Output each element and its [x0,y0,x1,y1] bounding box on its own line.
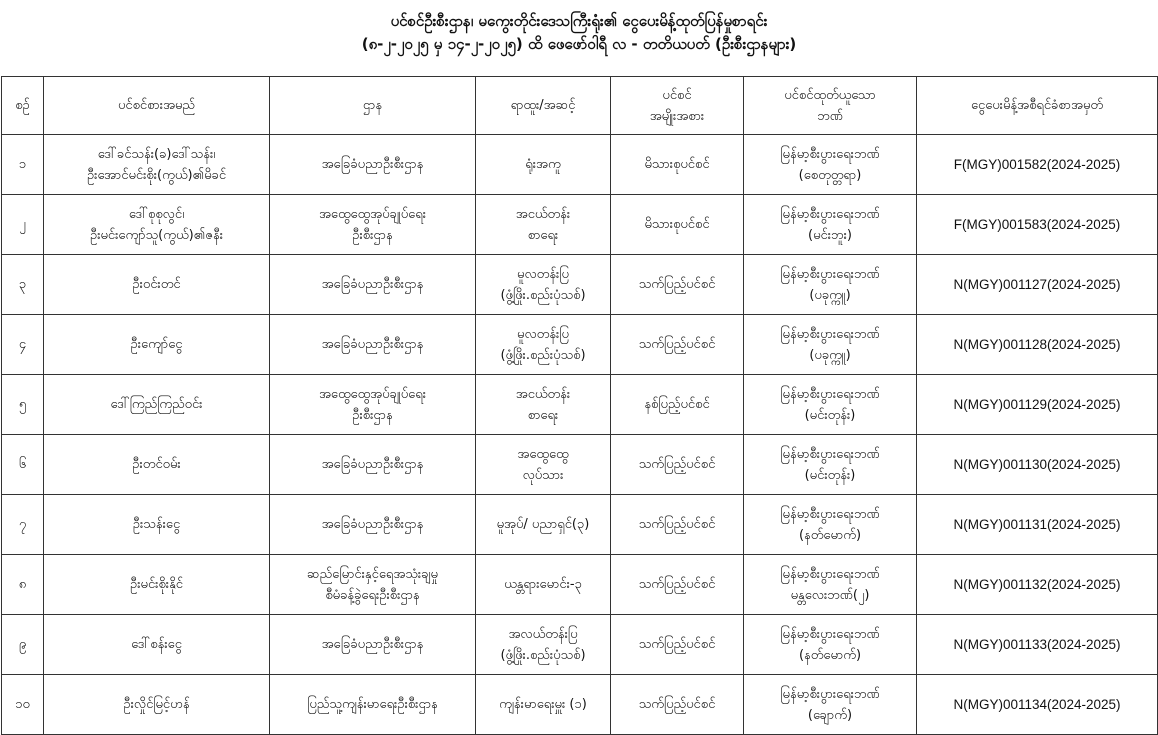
cell-department: အထွေထွေအုပ်ချုပ်ရေး ဦးစီးဌာန [270,375,476,435]
cell-department: အခြေခံပညာဦးစီးဌာန [270,615,476,675]
cell-order-number: N(MGY)001131(2024-2025) [917,495,1158,555]
cell-serial-no: ၅ [2,375,44,435]
cell-serial-no: ၁၀ [2,675,44,735]
cell-rank: မူလတန်းပြ (ဖွံ့ဖြိုး.စည်းပုံသစ်) [476,255,611,315]
cell-pensioner-name: ဦးမင်းစိုးနိုင် [44,555,270,615]
cell-pension-type: သက်ပြည့်ပင်စင် [611,555,744,615]
header-bank: ပင်စင်ထုတ်ယူသော ဘဏ် [744,77,917,135]
table-row [2,555,1158,615]
cell-bank: မြန်မာ့စီးပွားရေးဘဏ် (မင်းဘူး) [744,195,917,255]
cell-department: ပြည်သူ့ကျန်းမာရေးဦးစီးဌာန [270,675,476,735]
header-serial-no: စဉ် [2,77,44,135]
table-row [2,255,1158,315]
cell-serial-no: ၁ [2,135,44,195]
cell-order-number: N(MGY)001133(2024-2025) [917,615,1158,675]
cell-rank: အထွေထွေ လုပ်သား [476,435,611,495]
table-row [2,135,1158,195]
cell-bank: မြန်မာ့စီးပွားရေးဘဏ် (ချောက်) [744,675,917,735]
cell-rank: အလယ်တန်းပြ (ဖွံ့ဖြိုး.စည်းပုံသစ်) [476,615,611,675]
cell-department: ဆည်မြောင်းနှင့်ရေအသုံးချမှု စီမံခန့်ခွဲရေးဦးစီးဌာန [270,555,476,615]
table-row [2,375,1158,435]
cell-bank: မြန်မာ့စီးပွားရေးဘဏ် (မင်းတုန်း) [744,435,917,495]
cell-pension-type: မိသားစုပင်စင် [611,135,744,195]
cell-serial-no: ၄ [2,315,44,375]
cell-rank: အငယ်တန်း စာရေး [476,375,611,435]
document-header [0,0,1158,76]
table-header-row [2,77,1158,135]
table-row [2,615,1158,675]
cell-order-number: N(MGY)001130(2024-2025) [917,435,1158,495]
header-pensioner-name: ပင်စင်စားအမည် [44,77,270,135]
pension-order-table [1,76,1158,735]
cell-rank: ယန္တရားမောင်း-၃ [476,555,611,615]
header-order-number: ငွေပေးမိန့်အစီရင်ခံစာအမှတ် [917,77,1158,135]
cell-rank: မူလတန်းပြ (ဖွံ့ဖြိုး.စည်းပုံသစ်) [476,315,611,375]
cell-department: အခြေခံပညာဦးစီးဌာန [270,135,476,195]
cell-pension-type: သက်ပြည့်ပင်စင် [611,495,744,555]
cell-pension-type: သက်ပြည့်ပင်စင် [611,255,744,315]
table-row [2,435,1158,495]
cell-pension-type: သက်ပြည့်ပင်စင် [611,675,744,735]
cell-department: အခြေခံပညာဦးစီးဌာန [270,435,476,495]
cell-order-number: N(MGY)001127(2024-2025) [917,255,1158,315]
cell-pensioner-name: ဒေါ်စုစုလွင်၊ ဦးမင်းကျော်သူ(ကွယ်)၏ဇနီး [44,195,270,255]
cell-department: အခြေခံပညာဦးစီးဌာန [270,255,476,315]
cell-order-number: F(MGY)001583(2024-2025) [917,195,1158,255]
header-rank: ရာထူး/အဆင့် [476,77,611,135]
cell-serial-no: ၇ [2,495,44,555]
cell-order-number: F(MGY)001582(2024-2025) [917,135,1158,195]
cell-serial-no: ၆ [2,435,44,495]
table-row [2,315,1158,375]
cell-bank: မြန်မာ့စီးပွားရေးဘဏ် (နတ်မောက်) [744,615,917,675]
cell-rank: အငယ်တန်း စာရေး [476,195,611,255]
cell-serial-no: ၂ [2,195,44,255]
cell-rank: မူအုပ်/ ပညာရှင်(၃) [476,495,611,555]
header-pension-type: ပင်စင် အမျိုးအစား [611,77,744,135]
cell-pensioner-name: ဦးလှိုင်မြင့်ဟန် [44,675,270,735]
cell-rank: ကျန်းမာရေးမှူး (၁) [476,675,611,735]
cell-pension-type: မိသားစုပင်စင် [611,195,744,255]
cell-pension-type: နစ်ပြည့်ပင်စင် [611,375,744,435]
cell-bank: မြန်မာ့စီးပွားရေးဘဏ် (ပခုက္ကူ) [744,255,917,315]
cell-order-number: N(MGY)001134(2024-2025) [917,675,1158,735]
cell-pension-type: သက်ပြည့်ပင်စင် [611,615,744,675]
cell-department: အခြေခံပညာဦးစီးဌာန [270,495,476,555]
document-title: ပင်စင်ဦးစီးဌာန၊ မကွေးတိုင်းဒေသကြီးရုံး၏ ငွေပေးမိန့်ထုတ်ပြန်မှုစာရင်း [390,12,768,30]
cell-department: အခြေခံပညာဦးစီးဌာန [270,315,476,375]
header-department: ဌာန [270,77,476,135]
cell-pensioner-name: ဒေါ်ကြည်ကြည်ဝင်း [44,375,270,435]
table-row [2,495,1158,555]
cell-bank: မြန်မာ့စီးပွားရေးဘဏ် မန္တလေးဘဏ်(၂) [744,555,917,615]
cell-pensioner-name: ဦးဝင်းတင် [44,255,270,315]
cell-order-number: N(MGY)001128(2024-2025) [917,315,1158,375]
cell-order-number: N(MGY)001132(2024-2025) [917,555,1158,615]
cell-serial-no: ၃ [2,255,44,315]
cell-rank: ရုံးအကူ [476,135,611,195]
cell-pensioner-name: ဦးတင်ဝမ်း [44,435,270,495]
cell-pensioner-name: ဒေါ်စန်းငွေ [44,615,270,675]
cell-bank: မြန်မာ့စီးပွားရေးဘဏ် (မင်းတုန်း) [744,375,917,435]
cell-pensioner-name: ဦးကျော်ငွေ [44,315,270,375]
cell-order-number: N(MGY)001129(2024-2025) [917,375,1158,435]
cell-serial-no: ၉ [2,615,44,675]
cell-bank: မြန်မာ့စီးပွားရေးဘဏ် (စေတုတ္တရာ) [744,135,917,195]
document-subtitle: (၈-၂-၂၀၂၅ မှ ၁၄-၂-၂၀၂၅) ထိ ဖေဖော်ဝါရီ လ - တတိယပတ် (ဦးစီးဌာနများ) [361,35,797,53]
cell-bank: မြန်မာ့စီးပွားရေးဘဏ် (နတ်မောက်) [744,495,917,555]
cell-serial-no: ၈ [2,555,44,615]
cell-bank: မြန်မာ့စီးပွားရေးဘဏ် (ပခုက္ကူ) [744,315,917,375]
cell-department: အထွေထွေအုပ်ချုပ်ရေး ဦးစီးဌာန [270,195,476,255]
table-row [2,675,1158,735]
cell-pensioner-name: ဦးသန်းငွေ [44,495,270,555]
cell-pension-type: သက်ပြည့်ပင်စင် [611,435,744,495]
table-row [2,195,1158,255]
cell-pensioner-name: ဒေါ်ခင်သန်း(ခ)ဒေါ်သန်း၊ ဦးအောင်မင်းစိုး(ကွယ်)၏မိခင် [44,135,270,195]
cell-pension-type: သက်ပြည့်ပင်စင် [611,315,744,375]
